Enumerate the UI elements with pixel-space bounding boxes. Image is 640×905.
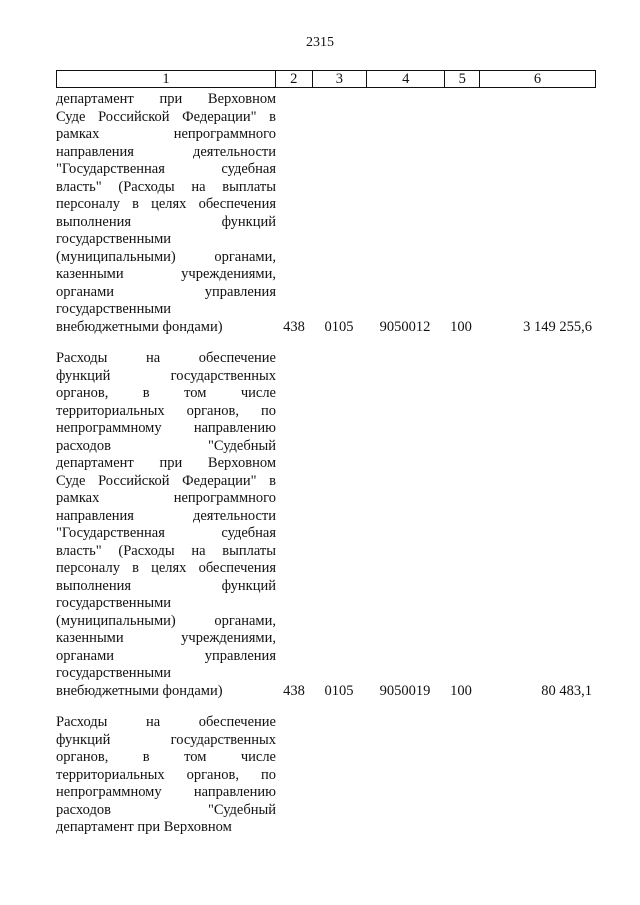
description-line: непрограммному направлению [56,420,276,436]
description-line: департамент при Верховном [56,819,232,835]
description-line: власть" (Расходы на выплаты [56,542,276,559]
description-line: Суде Российской Федерации" в [56,472,276,489]
description-line: расходов "Судебный [56,437,276,454]
description-line: (муниципальными) органами, [56,612,276,629]
table-row [56,350,596,700]
section-code-cell: 0105 [324,682,354,699]
table-body [56,91,596,851]
page-number: 2315 [306,35,334,50]
description-line: "Государственная судебная [56,161,276,177]
description-line: органами управления [56,647,276,664]
description-line: "Государственная судебная [56,525,276,541]
description-line: государственными [56,231,172,247]
description-line: расходов "Судебный [56,801,276,818]
description-line: функций государственных [56,367,276,384]
column-header-5: 5 [445,71,480,87]
description-line: непрограммному направлению [56,784,276,800]
description-line: государственными [56,301,172,317]
column-header-6: 6 [533,71,542,87]
description-line: (муниципальными) органами, [56,248,276,265]
description-line: департамент при Верховном [56,91,276,107]
column-header-3: 3 [313,71,368,87]
description-line: внебюджетными фондами) [56,318,223,335]
column-header-2: 2 [276,71,313,87]
description-line: Суде Российской Федерации" в [56,108,276,125]
description-line: функций государственных [56,731,276,748]
description-line: органов, в том числе [56,385,276,401]
amount-cell: 80 483,1 [541,682,592,699]
description-line: департамент при Верховном [56,455,276,471]
column-header-1: 1 [57,71,276,87]
description-line: направления деятельности [56,143,276,160]
section-code-cell: 0105 [324,318,354,335]
table-row [56,714,596,837]
ministry-code-cell: 438 [283,318,305,335]
description-line: органами управления [56,283,276,300]
description-line: выполнения функций [56,577,276,594]
description-line: органов, в том числе [56,749,276,765]
description-line: государственными [56,665,172,681]
row-description [56,91,276,336]
description-line: Расходы на обеспечение [56,350,276,366]
description-line: внебюджетными фондами) [56,682,223,699]
description-line: рамках непрограммного [56,126,276,142]
description-line: территориальных органов, по [56,766,276,783]
ministry-code-cell: 438 [283,682,305,699]
expense-type-cell: 100 [450,318,472,335]
row-description [56,714,276,837]
table-header [56,70,596,88]
table-row [56,91,596,336]
description-line: персоналу в целях обеспечения [56,196,276,212]
description-line: Расходы на обеспечение [56,714,276,730]
description-line: рамках непрограммного [56,490,276,506]
column-header-4: 4 [367,71,445,87]
description-line: персоналу в целях обеспечения [56,560,276,576]
description-line: государственными [56,595,172,611]
expense-type-cell: 100 [450,682,472,699]
row-description [56,350,276,700]
amount-cell: 3 149 255,6 [523,318,592,335]
description-line: территориальных органов, по [56,402,276,419]
description-line: власть" (Расходы на выплаты [56,178,276,195]
description-line: выполнения функций [56,213,276,230]
target-article-cell: 9050012 [379,318,431,335]
description-line: казенными учреждениями, [56,266,276,282]
description-line: казенными учреждениями, [56,630,276,646]
target-article-cell: 9050019 [379,682,431,699]
description-line: направления деятельности [56,507,276,524]
